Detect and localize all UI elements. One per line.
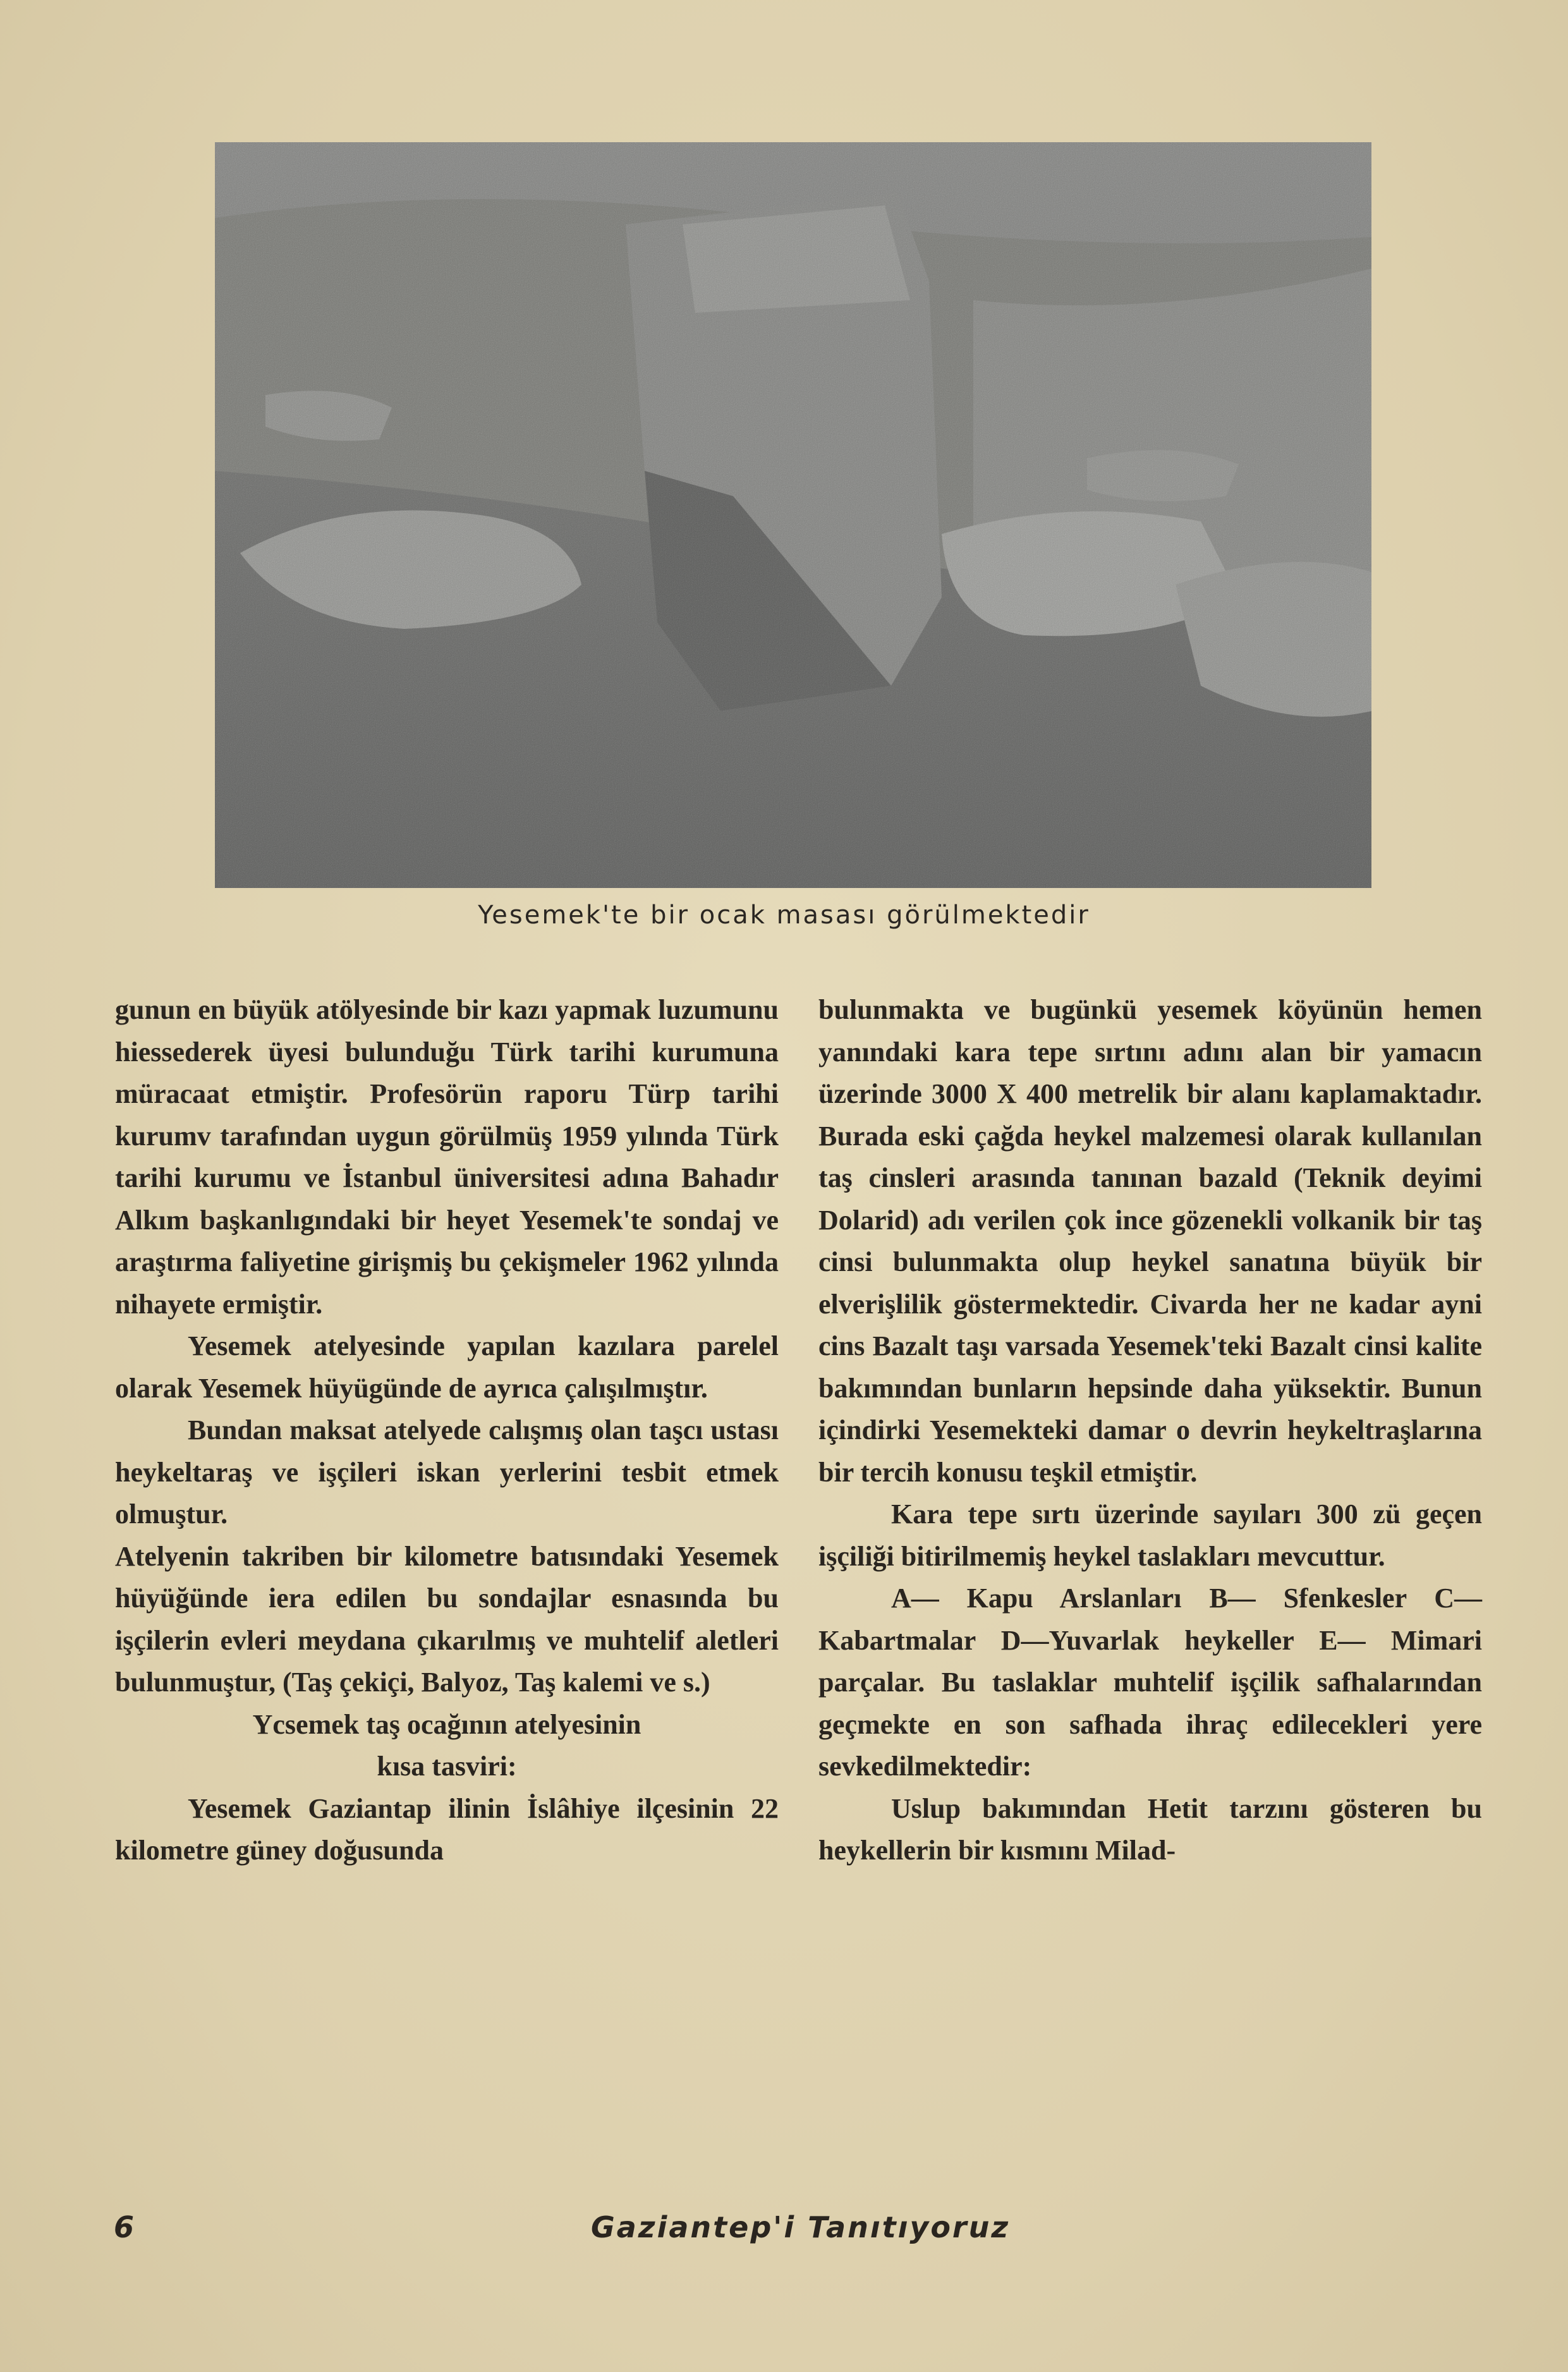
paragraph: Uslup bakımından Hetit tarzını gösteren bu heykellerin bir kısmını Milad- bbox=[818, 1792, 1482, 1866]
paragraph: Yesemek Gaziantap ilinin İslâhiye ilçesinin 22 kilometre güney doğusunda bbox=[115, 1792, 779, 1866]
paragraph: Yesemek atelyesinde yapılan kazılara parelel olarak Yesemek hüyügünde de ayrıca çalışılmıştır. bbox=[115, 1330, 779, 1404]
paragraph: Bundan maksat atelyede calışmış olan taşcı ustası heykeltaraş ve işçileri iskan yerlerini tesbit etmek olmuştur. bbox=[115, 1414, 779, 1530]
paragraph: Kara tepe sırtı üzerinde sayıları 300 zü geçen işçiliği bitirilmemiş heykel taslakları mevcuttur. bbox=[818, 1499, 1482, 1572]
section-heading: kısa tasviri: bbox=[377, 1751, 517, 1782]
photo-caption: Yesemek'te bir ocak masası görülmektedir bbox=[478, 901, 1090, 930]
paragraph: Atelyenin takriben bir kilometre batısındaki Yesemek hüyüğünde iera edilen bu sondajlar esnasında bu işçilerin evleri meydana çıkarılmış ve muhtelif aletleri bulunmuştur, (Taş çekiçi, Balyoz, Taş kalemi ve s.) bbox=[115, 1540, 779, 1698]
photo-stone-quarry bbox=[215, 142, 1371, 888]
page-number: 6 bbox=[114, 2210, 135, 2244]
paragraph: gunun en büyük atölyesinde bir kazı yapmak luzumunu hiessederek üyesi bulunduğu Türk tarihi kurumuna müracaat etmiştir. Profesörün raporu Türp tarihi kurumv tarafından uygun görülmüş 1959 yılında Türk tarihi kurumu ve İstanbul üniversitesi adına Bahadır Alkım başkanlıgındaki bir heyet Yesemek'te sondaj ve araştırma faliyetine girişmiş bu çekişmeler 1962 yılında nihayete ermiştir. bbox=[115, 994, 779, 1320]
left-column bbox=[115, 989, 779, 1872]
right-column bbox=[818, 989, 1482, 1872]
running-title: Gaziantep'i Tanıtıyoruz bbox=[591, 2210, 1011, 2244]
photo-image bbox=[215, 142, 1371, 888]
page-footer bbox=[0, 2210, 1568, 2261]
paragraph: bulunmakta ve bugünkü yesemek köyünün hemen yanındaki kara tepe sırtını adını alan bir yamacın üzerinde 3000 X 400 metrelik bir alanı kaplamaktadır. Burada eski çağda heykel malzemesi olarak kullanılan taş cinsleri arasında tanınan bazald (Teknik deyimi Dolarid) adı verilen çok ince gözenekli volkanik bir taş cinsi bulunmakta olup heykel sanatına büyük bir elverişlilik göstermektedir. Civarda her ne kadar ayni cins Bazalt taşı varsada Yesemek'teki Bazalt cinsi kalite bakımından bunların hepsinde daha yüksektir. Bunun içindirki Yesemekteki damar o devrin heykeltraşlarına bir tercih konusu teşkil etmiştir. bbox=[818, 994, 1482, 1488]
section-heading: Ycsemek taş ocağının atelyesinin bbox=[252, 1708, 641, 1740]
paragraph: A— Kapu Arslanları B— Sfenkesler C—Kabartmalar D—Yuvarlak heykeller E— Mimari parçalar. Bu taslaklar muhtelif işçilik safhalarından geçmekte en son safhada ihraç edilecekleri yere sevkedilmektedir: bbox=[818, 1583, 1482, 1782]
